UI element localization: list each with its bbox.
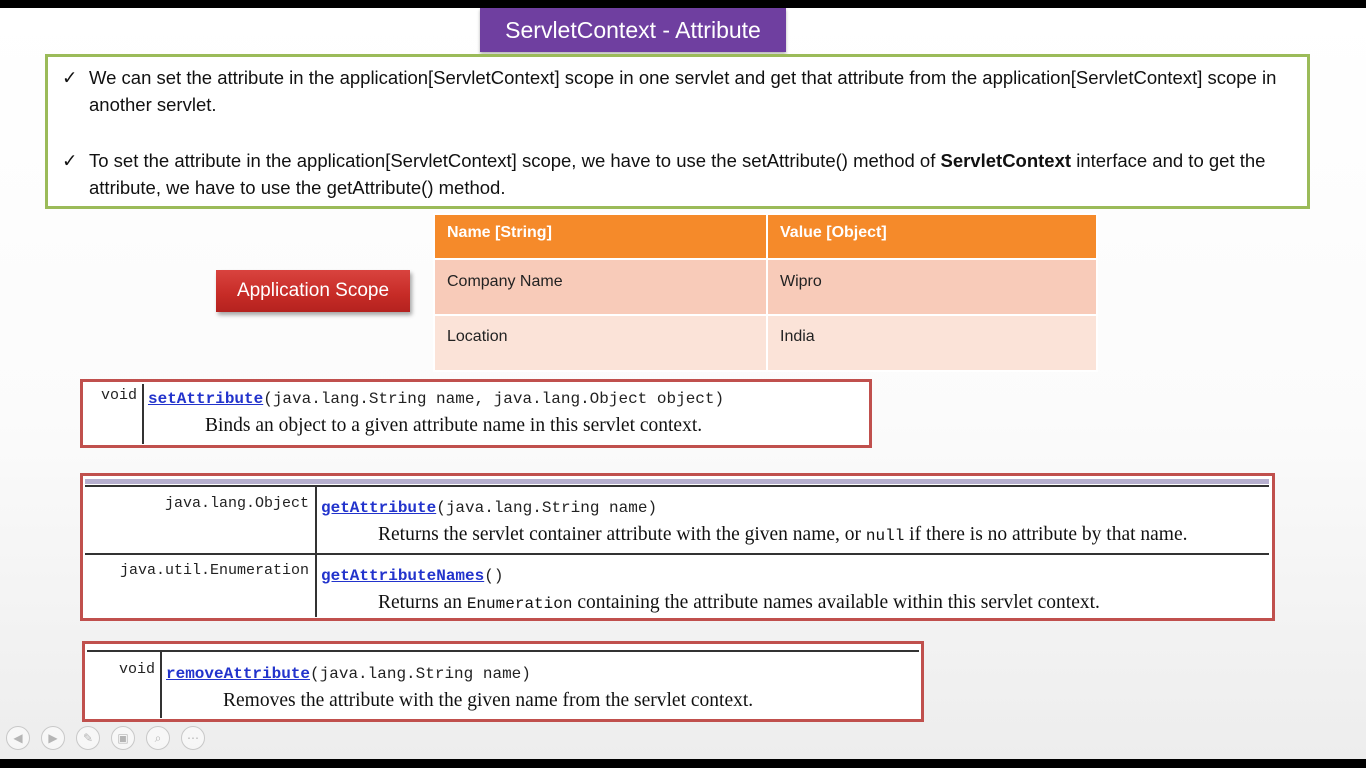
method-signature: getAttribute(java.lang.String name) [321,499,658,517]
header-rule-dark [85,485,1269,487]
header-rule [87,650,919,652]
return-type: void [100,387,137,404]
table-cell: Company Name [434,259,767,315]
bottom-letterbox [0,759,1366,768]
slide-title: ServletContext - Attribute [480,8,786,52]
table-header-value: Value [Object] [767,214,1097,259]
top-letterbox [0,0,1366,8]
table-header-row [434,214,1097,259]
method-description: Returns the servlet container attribute with the given name, or null if there is no attribute by that name. [378,524,1188,545]
more-icon[interactable]: ⋯ [181,726,205,750]
set-attribute-box [80,379,872,448]
get-attribute-link[interactable]: getAttribute [321,499,437,517]
zoom-icon[interactable]: ⌕ [146,726,170,750]
remove-attribute-box [82,641,924,722]
method-signature: setAttribute(java.lang.String name, java.lang.Object object) [148,390,725,408]
return-type: java.util.Enumeration [119,562,309,579]
check-icon: ✓ [62,150,78,171]
set-attribute-link[interactable]: setAttribute [148,390,264,408]
check-icon: ✓ [62,67,78,88]
bullet-2-text: To set the attribute in the application[ServletContext] scope, we have to use the setAttribute() method of ServletContext interface and to get the attribute, we have to use the getAttribute() method. [89,150,1266,198]
get-attribute-names-link[interactable]: getAttributeNames [321,567,485,585]
application-scope-label: Application Scope [216,270,410,312]
table-cell: Wipro [767,259,1097,315]
method-description: Returns an Enumeration containing the attribute names available within this servlet context. [378,592,1100,613]
table-header-name: Name [String] [434,214,767,259]
column-divider [160,652,162,718]
slides-icon[interactable]: ▣ [111,726,135,750]
pen-icon[interactable]: ✎ [76,726,100,750]
column-divider [315,487,317,617]
slideshow-controls [6,726,205,750]
table-row [434,315,1097,371]
return-type: java.lang.Object [164,495,309,512]
column-divider [142,384,144,444]
header-rule [85,479,1269,484]
previous-icon[interactable]: ◀ [6,726,30,750]
return-type: void [118,661,155,678]
next-icon[interactable]: ▶ [41,726,65,750]
bullet-box [45,54,1310,209]
row-divider [85,553,1269,555]
bullet-1-text: We can set the attribute in the application[ServletContext] scope in one servlet and get that attribute from the application[ServletContext] scope in another servlet. [89,67,1277,115]
table-cell: India [767,315,1097,371]
get-attribute-box [80,473,1275,621]
method-description: Binds an object to a given attribute name in this servlet context. [205,415,703,436]
method-signature: removeAttribute(java.lang.String name) [166,665,531,683]
method-description: Removes the attribute with the given name from the servlet context. [223,690,754,711]
method-signature: getAttributeNames() [321,567,504,585]
table-row [434,259,1097,315]
table-cell: Location [434,315,767,371]
remove-attribute-link[interactable]: removeAttribute [166,665,311,683]
scope-table [433,213,1098,372]
